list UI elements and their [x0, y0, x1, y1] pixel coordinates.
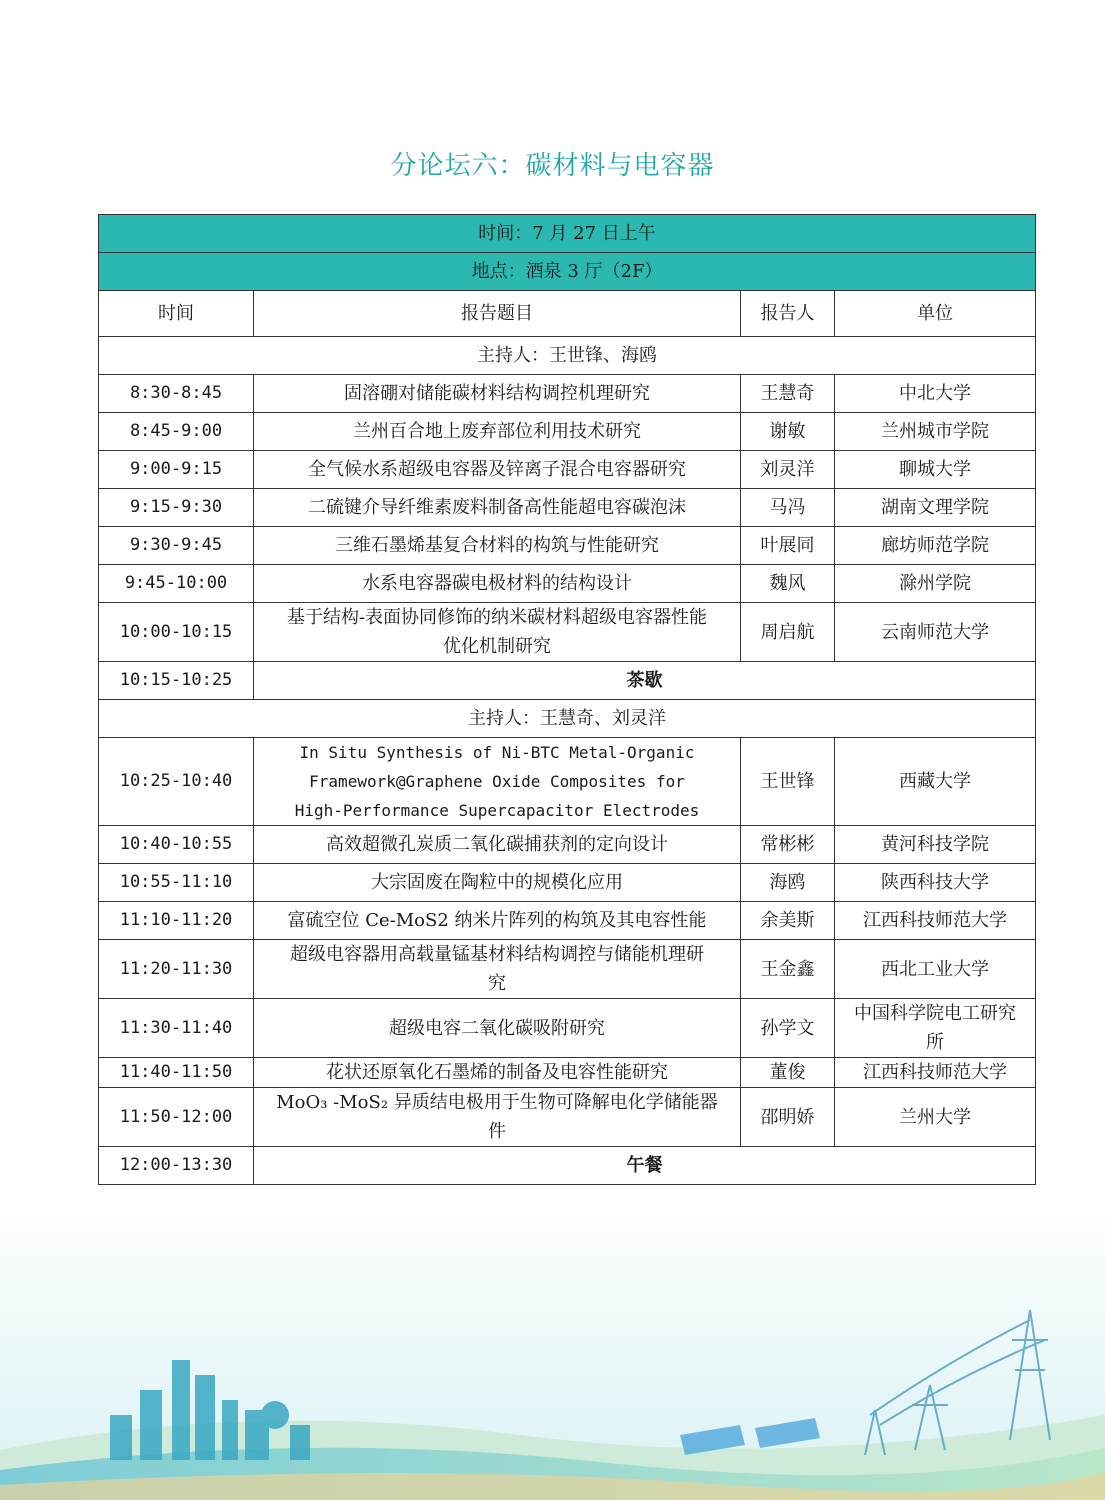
row-time: 10:25-10:40 [99, 738, 254, 826]
row-topic: 花状还原氧化石墨烯的制备及电容性能研究 [254, 1058, 741, 1088]
topic-line: 基于结构-表面协同修饰的纳米碳材料超级电容器性能 [286, 607, 708, 628]
break-time: 10:15-10:25 [99, 662, 254, 700]
col-header-speaker: 报告人 [741, 291, 835, 337]
break-label: 午餐 [254, 1147, 1036, 1185]
table-row [99, 565, 1036, 603]
row-time: 8:30-8:45 [99, 375, 254, 413]
row-time: 9:15-9:30 [99, 489, 254, 527]
row-unit: 兰州大学 [835, 1088, 1036, 1147]
topic-line: 超级电容器用高载量锰基材料结构调控与储能机理研 [290, 944, 704, 965]
row-time: 11:10-11:20 [99, 902, 254, 940]
row-unit: 兰州城市学院 [835, 413, 1036, 451]
row-time: 11:30-11:40 [99, 999, 254, 1058]
row-speaker: 孙学文 [741, 999, 835, 1058]
row-speaker: 余美斯 [741, 902, 835, 940]
column-header-row [99, 291, 1036, 337]
break-row [99, 1147, 1036, 1185]
row-time: 11:20-11:30 [99, 940, 254, 999]
row-time: 10:00-10:15 [99, 603, 254, 662]
time-info: 时间：7 月 27 日上午 [99, 215, 1036, 253]
row-topic: 富硫空位 Ce-MoS2 纳米片阵列的构筑及其电容性能 [254, 902, 741, 940]
col-header-time: 时间 [99, 291, 254, 337]
row-unit: 中北大学 [835, 375, 1036, 413]
break-row [99, 662, 1036, 700]
row-unit: 滁州学院 [835, 565, 1036, 603]
topic-line: MoO₃ -MoS₂ 异质结电极用于生物可降解电化学储能器 [276, 1092, 718, 1113]
row-speaker: 海鸥 [741, 864, 835, 902]
row-time: 11:40-11:50 [99, 1058, 254, 1088]
row-unit: 西藏大学 [835, 738, 1036, 826]
row-topic: 兰州百合地上废弃部位利用技术研究 [254, 413, 741, 451]
topic-line: 究 [488, 973, 506, 994]
row-time: 8:45-9:00 [99, 413, 254, 451]
row-speaker: 马冯 [741, 489, 835, 527]
table-row [99, 489, 1036, 527]
row-unit [835, 999, 1036, 1058]
row-speaker: 周启航 [741, 603, 835, 662]
row-topic: 超级电容二氧化碳吸附研究 [254, 999, 741, 1058]
table-row [99, 902, 1036, 940]
row-topic: 二硫键介导纤维素废料制备高性能超电容碳泡沫 [254, 489, 741, 527]
topic-line: In Situ Synthesis of Ni-BTC Metal-Organic [299, 743, 695, 762]
row-speaker: 王慧奇 [741, 375, 835, 413]
unit-line: 所 [926, 1032, 945, 1053]
row-unit: 陕西科技大学 [835, 864, 1036, 902]
row-speaker: 刘灵洋 [741, 451, 835, 489]
row-time: 10:55-11:10 [99, 864, 254, 902]
host-1: 主持人：王世锋、海鸥 [99, 337, 1036, 375]
row-speaker: 常彬彬 [741, 826, 835, 864]
topic-line: High-Performance Supercapacitor Electrodes [294, 801, 700, 820]
table-row [99, 999, 1036, 1058]
decorative-footer-landscape [0, 1200, 1105, 1500]
row-speaker: 王金鑫 [741, 940, 835, 999]
col-header-topic: 报告题目 [254, 291, 741, 337]
host-row [99, 700, 1036, 738]
table-row [99, 940, 1036, 999]
table-row [99, 413, 1036, 451]
table-row [99, 375, 1036, 413]
table-row [99, 1058, 1036, 1088]
row-topic: 大宗固废在陶粒中的规模化应用 [254, 864, 741, 902]
row-speaker: 谢敏 [741, 413, 835, 451]
row-time: 9:30-9:45 [99, 527, 254, 565]
place-info: 地点：酒泉 3 厅（2F） [99, 253, 1036, 291]
unit-line: 中国科学院电工研究 [854, 1003, 1017, 1024]
host-row [99, 337, 1036, 375]
table-row [99, 1088, 1036, 1147]
col-header-unit: 单位 [835, 291, 1036, 337]
table-row [99, 864, 1036, 902]
row-topic: 固溶硼对储能碳材料结构调控机理研究 [254, 375, 741, 413]
row-topic: 全气候水系超级电容器及锌离子混合电容器研究 [254, 451, 741, 489]
row-speaker: 叶展同 [741, 527, 835, 565]
row-unit: 湖南文理学院 [835, 489, 1036, 527]
row-time: 11:50-12:00 [99, 1088, 254, 1147]
table-row [99, 527, 1036, 565]
row-time: 9:00-9:15 [99, 451, 254, 489]
row-speaker: 王世锋 [741, 738, 835, 826]
place-info-row [99, 253, 1036, 291]
row-topic [254, 940, 741, 999]
row-speaker: 魏风 [741, 565, 835, 603]
row-topic [254, 1088, 741, 1147]
row-unit: 江西科技师范大学 [835, 902, 1036, 940]
row-unit: 黄河科技学院 [835, 826, 1036, 864]
row-speaker: 董俊 [741, 1058, 835, 1088]
host-2: 主持人：王慧奇、刘灵洋 [99, 700, 1036, 738]
row-unit: 云南师范大学 [835, 603, 1036, 662]
row-topic [254, 603, 741, 662]
topic-line: 优化机制研究 [443, 636, 551, 657]
row-unit: 西北工业大学 [835, 940, 1036, 999]
row-topic: 三维石墨烯基复合材料的构筑与性能研究 [254, 527, 741, 565]
row-speaker: 邵明娇 [741, 1088, 835, 1147]
page-title: 分论坛六：碳材料与电容器 [390, 151, 715, 181]
time-info-row [99, 215, 1036, 253]
row-topic: 高效超微孔炭质二氧化碳捕获剂的定向设计 [254, 826, 741, 864]
table-row [99, 826, 1036, 864]
table-row [99, 603, 1036, 662]
schedule-table [98, 214, 1036, 1185]
row-topic [254, 738, 741, 826]
row-unit: 廊坊师范学院 [835, 527, 1036, 565]
table-row [99, 451, 1036, 489]
row-topic: 水系电容器碳电极材料的结构设计 [254, 565, 741, 603]
break-time: 12:00-13:30 [99, 1147, 254, 1185]
table-row [99, 738, 1036, 826]
topic-line: 件 [488, 1121, 506, 1142]
row-time: 10:40-10:55 [99, 826, 254, 864]
topic-line: Framework@Graphene Oxide Composites for [309, 772, 685, 791]
row-time: 9:45-10:00 [99, 565, 254, 603]
break-label: 茶歇 [254, 662, 1036, 700]
row-unit: 江西科技师范大学 [835, 1058, 1036, 1088]
row-unit: 聊城大学 [835, 451, 1036, 489]
